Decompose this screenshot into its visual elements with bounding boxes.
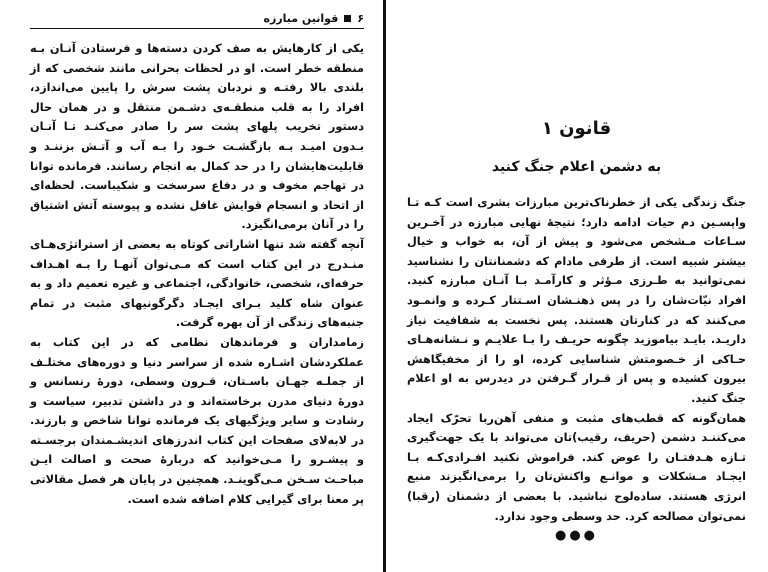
paragraph: یکی از کارهایش به صف کردن دسته‌ها و فرستادن آنـان بـه منطقه خطر است. او در لحظات بحرانی مانند شخصی که از بلندی بالا رفتـه و نردبان پشت سرش را پایین می‌اندازد، افراد را به قلب منطقـه‌ی دشـمن منتقل و در همان حال دستور تخریب پلهای پشت سر را صادر می‌کنـد تـا آنـان بـدون امیـد بـه بازگشـت خـود را بـه آب و آتـش بزننـد و قابلیت‌هایشان را در حد کمال به انجام رسانند. فرمانده توانا در تهاجم مخوف و در دفاع سرسخت و شکیباست. لحظه‌ای از اتحاد و انسجام قوایش غافل نشده و پیوسته آتش اشتیاق را در آنان برمی‌انگیزد. xyxy=(30,42,364,232)
right-body-text xyxy=(407,193,746,526)
chapter-subtitle: به دشمن اعلام جنگ کنید xyxy=(491,159,662,175)
running-title: قوانین مبارزه xyxy=(263,11,339,25)
paragraph: آنچه گفته شد تنها اشاراتی کوتاه به بعضی از استراتژی‌هـای منـدرج در این کتاب است که مـی‌توان آنهـا را بـه اهـداف حرفه‌ای، شخصی، خانوادگی، اجتماعی و غیره تعمیم داد و به عنوان شاه کلید بـرای ایجـاد دگرگونیهای مثبت در تمام جنبه‌های زندگی از آن بهره گرفت. xyxy=(30,237,364,330)
paragraph: جنگ زندگی یکی از خطرناک‌ترین مبارزات بشری است کـه تـا واپسـین دم حیات ادامه دارد؛ نتیجهٔ نهایی مبارزه در آخـرین سـاعات مـشخص می‌شود و پیش از آن، به خواب و خیال بیشتر شبیه است. از طرفی مادام که دشمنانتان را نشناسید نمی‌توانید به طـرزی مـؤثر و کارآمـد بـا آنـان مبارزه کنید. افراد نیّات‌شان را در پس ذهنـشان اسـتتار کـرده و وانمـود می‌کنند که در کنارتان هستند. پس نخست به شفافیت نیاز داریـد. بایـد بیاموزید چگونه حریـف را بـا علایـم و نـشانه‌هـای حـاکی از خـصومتش شناسایی کرده، او را از مخفیگاهش بیرون کشیده و پس از قـرار گـرفتن در دیدرس به او اعلام جنگ کنید. xyxy=(407,196,746,405)
header-rule xyxy=(30,28,364,29)
section-end-ornament: ●●● xyxy=(554,528,599,544)
paragraph: همان‌گونه که قطب‌های مثبت و منفی آهن‌ربا تحرّک ایجاد می‌کننـد دشمن (حریف، رقیب)تان می‌تواند با یک جهت‌گیری تـازه هـدفتـان را عوض کند. فراموش نکنید افـرادی‌کـه بـا ایجـاد مـشکلات و موانـع واکنش‌تان را برمی‌انگیزند منبع انرژی هستند. ساده‌لوح نباشید. با بعضی از دشمنان (رقبا) نمی‌توان مصالحه کرد. حد وسطی وجود ندارد. xyxy=(407,411,746,523)
right-page xyxy=(387,0,768,572)
chapter-title: قانون ۱ xyxy=(541,118,612,139)
page-gutter xyxy=(383,0,386,572)
paragraph: زمامداران و فرماندهان نظامی که در این کتاب به عملکردشان اشـاره شده از سراسر دنیا و دوره‌های مختلـف از جملـه جهـان باسـتان، قـرون وسطی، دورهٔ رنسانس و دورهٔ دنیای مدرن برخاسته‌اند و در داشتن تدبیر، سیاست و رشادت و سایر ویژگیهای یک فرمانده توانا شاخص و بارزند. در لابه‌لای صفحات این کتاب اندرزهای اندیشـمندان برجسـته و پیشـرو را مـی‌خوانید که دربارهٔ صحت و اصالت ایـن مباحـث سـخن مـی‌گوینـد. همچنین در پایان هر فصل مقالاتی پر معنا برای گیرایی کلام اضافه شده است. xyxy=(30,335,364,506)
left-body-text xyxy=(30,39,364,509)
running-header xyxy=(30,10,364,26)
square-bullet-icon xyxy=(344,15,351,22)
page-number: ۶ xyxy=(357,11,364,25)
